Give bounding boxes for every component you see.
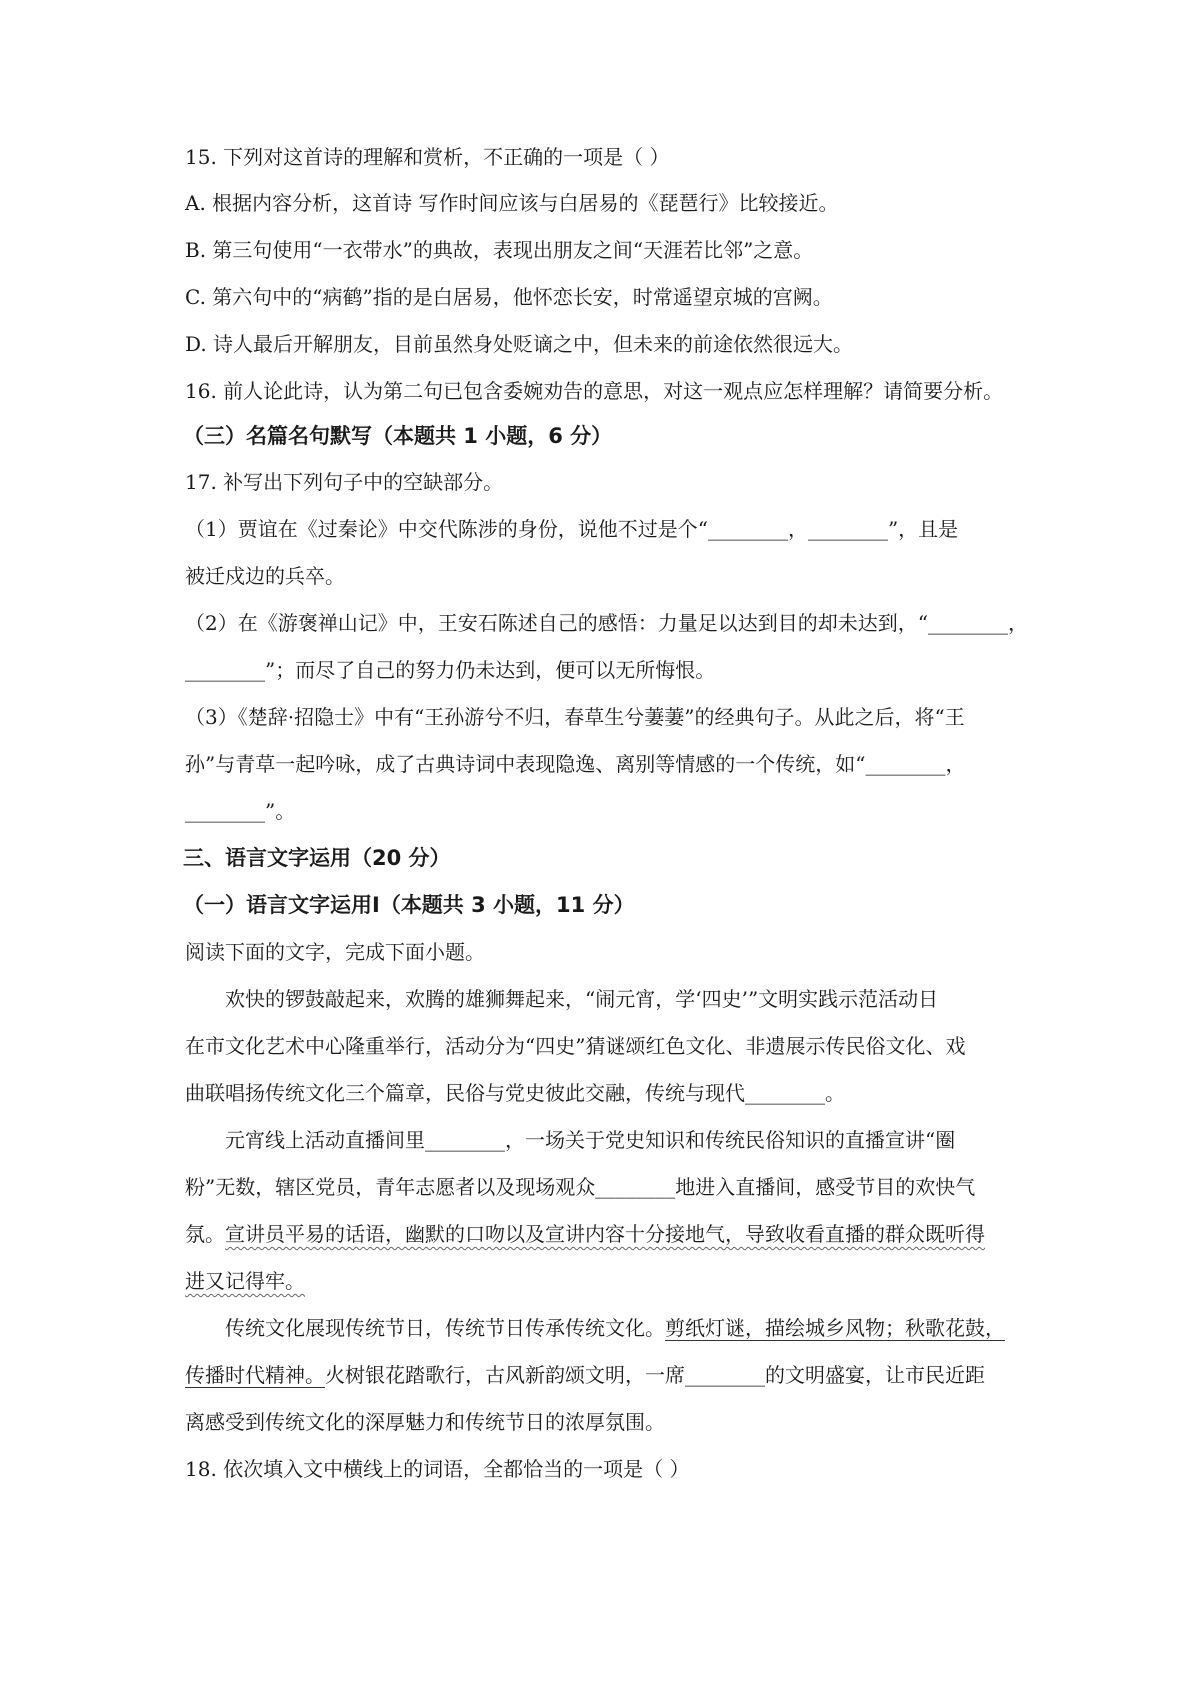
subsection-heading-language-use-1: （一）语言文字运用Ⅰ（本题共 3 小题，11 分） [183,893,635,917]
q17-line: ________”；而尽了自己的努力仍未达到，便可以无所悔恨。 [185,658,716,682]
question-16: 16. 前人论此诗，认为第二句已包含委婉劝告的意思，对这一观点应怎样理解？请简要分析。 [185,379,1004,403]
passage-line: 粉”无数，辖区党员，青年志愿者以及现场观众________地进入直播间，感受节目的欢快气 [185,1175,976,1199]
passage-line [225,1314,1005,1342]
reading-instruction: 阅读下面的文字，完成下面小题。 [185,940,485,964]
question-18: 18. 依次填入文中横线上的词语，全都恰当的一项是（ ） [185,1457,690,1481]
q15-stem: 15. 下列对这首诗的理解和赏析，不正确的一项是（ ） [185,145,670,169]
wavy-underlined-sentence: 宣讲员平易的话语，幽默的口吻以及宣讲内容十分接地气，导致收看直播的群众既听得 [225,1222,985,1246]
part-heading-language-use: 三、语言文字运用（20 分） [183,846,451,870]
q17-line: 被迁戍边的兵卒。 [185,564,345,588]
passage-text: 氛。 [185,1222,225,1246]
passage-line [185,1361,985,1389]
underlined-sentence: 传播时代精神。 [185,1363,325,1387]
passage-line: 曲联唱扬传统文化三个篇章，民俗与党史彼此交融，传统与现代________。 [185,1081,845,1105]
passage-text: 火树银花踏歌行，古风新韵颂文明，一席________的文明盛宴，让市民近距 [325,1363,985,1387]
passage-line [185,1267,305,1295]
q15-option-d: D. 诗人最后开解朋友，目前虽然身处贬谪之中，但未来的前途依然很远大。 [185,332,854,356]
passage-line: 欢快的锣鼓敲起来，欢腾的雄狮舞起来，“闹元宵，学‘四史’”文明实践示范活动日 [225,987,939,1011]
q17-line: ________”。 [185,799,296,823]
underlined-sentence: 剪纸灯谜，描绘城乡风物；秋歌花鼓， [665,1316,1005,1340]
q15-option-b: B. 第三句使用“一衣带水”的典故，表现出朋友之间“天涯若比邻”之意。 [185,238,814,262]
section-heading-recitation: （三）名篇名句默写（本题共 1 小题，6 分） [183,424,613,448]
q17-line: （1）贾谊在《过秦论》中交代陈涉的身份，说他不过是个“________，________”，且是 [185,517,959,541]
passage-line: 离感受到传统文化的深厚魅力和传统节日的浓厚氛围。 [185,1410,665,1434]
q17-line: （2）在《游褒禅山记》中，王安石陈述自己的感悟：力量足以达到目的却未达到，“________， [185,611,1028,635]
q15-option-c: C. 第六句中的“病鹤”指的是白居易，他怀恋长安，时常遥望京城的宫阙。 [185,285,833,309]
q17-stem: 17. 补写出下列句子中的空缺部分。 [185,470,504,494]
q17-line: 孙”与青草一起吟咏，成了古典诗词中表现隐逸、离别等情感的一个传统，如“________， [185,752,966,776]
passage-line: 元宵线上活动直播间里________，一场关于党史知识和传统民俗知识的直播宣讲“圈 [225,1128,956,1152]
passage-line [185,1220,985,1248]
wavy-underlined-sentence: 进又记得牢。 [185,1269,305,1293]
passage-text: 传统文化展现传统节日，传统节日传承传统文化。 [225,1316,665,1340]
q17-line: （3）《楚辞·招隐士》中有“王孙游兮不归，春草生兮萋萋”的经典句子。从此之后，将“王 [185,705,965,729]
q15-option-a: A. 根据内容分析，这首诗 写作时间应该与白居易的《琵琶行》比较接近。 [185,191,839,215]
passage-line: 在市文化艺术中心隆重举行，活动分为“四史”猜谜颂红色文化、非遗展示传民俗文化、戏 [185,1034,966,1058]
